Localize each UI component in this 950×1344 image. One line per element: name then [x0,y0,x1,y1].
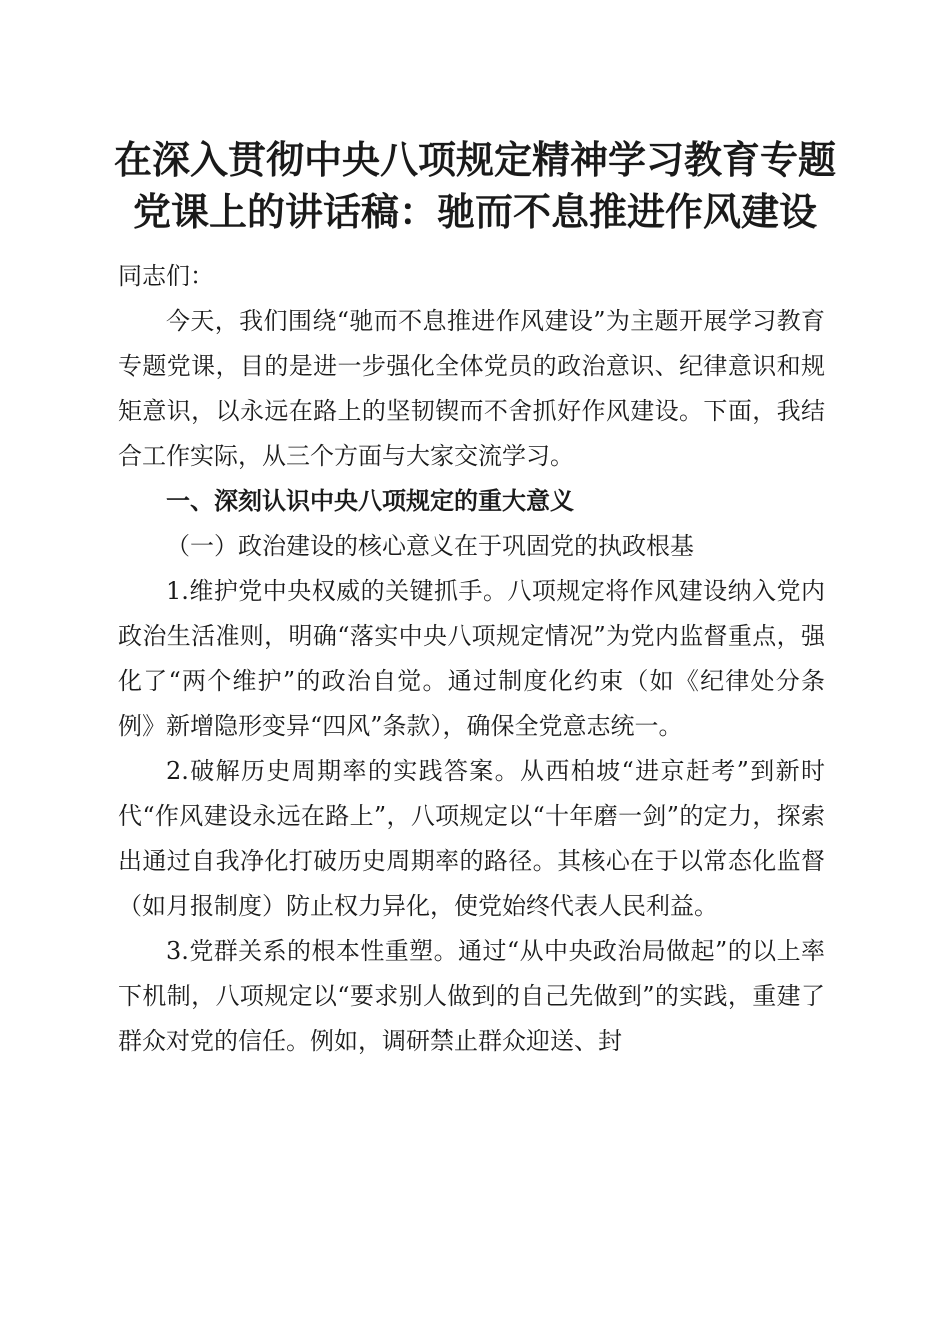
intro-paragraph: 今天，我们围绕“驰而不息推进作风建设”为主题开展学习教育专题党课，目的是进一步强化全体党员的政治意识、纪律意识和规矩意识，以永远在路上的坚韧锲而不舍抓好作风建设。下面，我结合工作实际，从三个方面与大家交流学习。 [118,307,825,470]
document-body [118,254,825,1064]
paragraph-point-2: 2.破解历史周期率的实践答案。从西柏坡“进京赶考”到新时代“作风建设永远在路上”，八项规定以“十年磨一剑”的定力，探索出通过自我净化打破历史周期率的路径。其核心在于以常态化监督（如月报制度）防止权力异化，使党始终代表人民利益。 [118,757,825,920]
document-title: 在深入贯彻中央八项规定精神学习教育专题党课上的讲话稿：驰而不息推进作风建设 [113,137,836,234]
salutation: 同志们： [118,262,214,290]
subsection-heading-1: （一）政治建设的核心意义在于巩固党的执政根基 [166,532,694,560]
section-heading-1: 一、深刻认识中央八项规定的重大意义 [166,487,574,515]
paragraph-point-3: 3.党群关系的根本性重塑。通过“从中央政治局做起”的以上率下机制，八项规定以“要求别人做到的自己先做到”的实践，重建了群众对党的信任。例如，调研禁止群众迎送、封 [118,937,825,1055]
paragraph-point-1: 1.维护党中央权威的关键抓手。八项规定将作风建设纳入党内政治生活准则，明确“落实中央八项规定情况”为党内监督重点，强化了“两个维护”的政治自觉。通过制度化约束（如《纪律处分条例》新增隐形变异“四风”条款），确保全党意志统一。 [118,577,825,740]
